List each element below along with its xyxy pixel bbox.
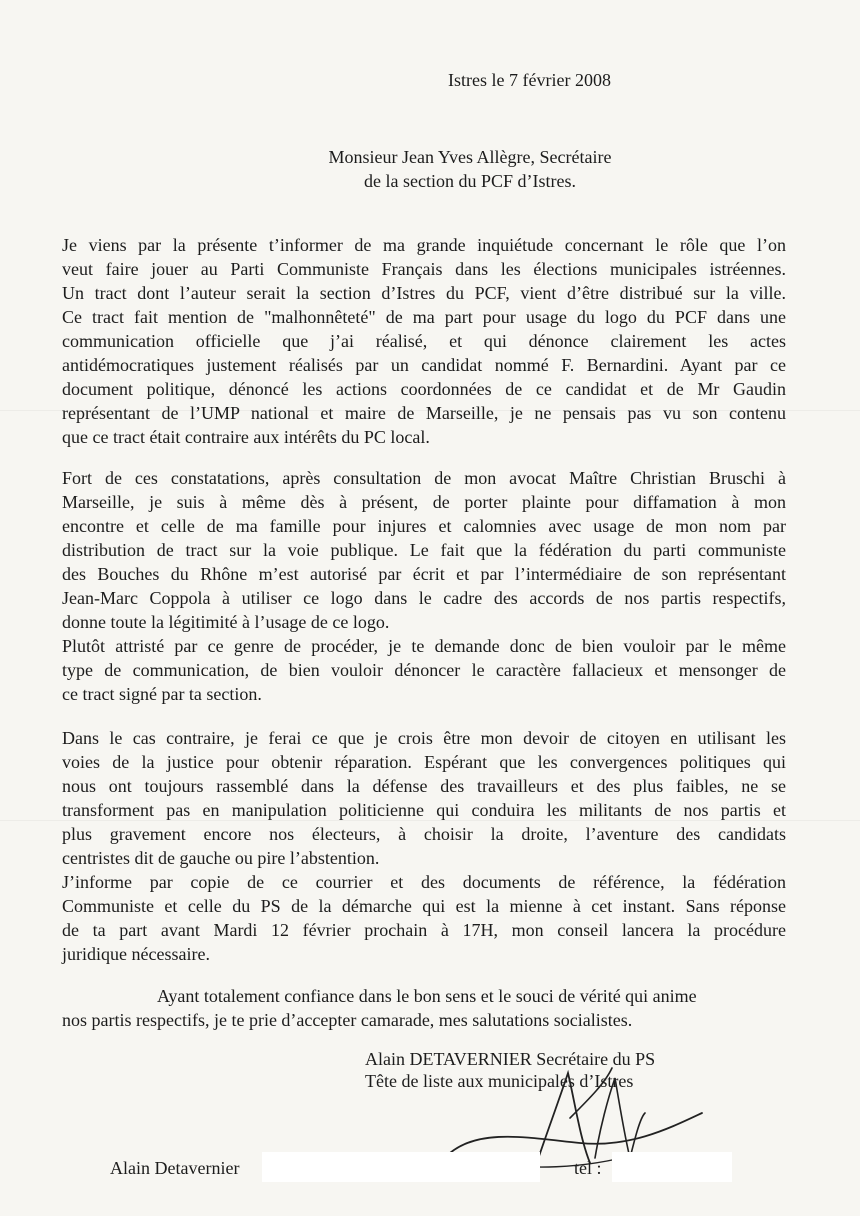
text-line: centristes dit de gauche ou pire l’abstention. [62, 848, 380, 868]
text-line: nous ont toujours rassemblé dans la défense des travailleurs et des plus faibles, ne se [62, 776, 786, 796]
text-line: juridique nécessaire. [62, 944, 210, 964]
text-line: transforment pas en manipulation politicienne qui conduira les militants de nos partis et [62, 800, 786, 820]
paragraph-3 [62, 726, 786, 966]
letter-date: Istres le 7 février 2008 [448, 70, 611, 90]
text-line: Je viens par la présente t’informer de ma grande inquiétude concernant le rôle que l’on [62, 235, 786, 255]
signer-role: Tête de liste aux municipales d’Istres [365, 1071, 634, 1091]
text-line: type de communication, de bien vouloir dénoncer le caractère fallacieux et mensonger de [62, 660, 786, 680]
text-line: plus gravement encore nos électeurs, à choisir la droite, l’aventure des candidats [62, 824, 786, 844]
paragraph-1 [62, 233, 786, 449]
text-line: voies de la justice pour obtenir réparation. Espérant que les convergences politiques qui [62, 752, 786, 772]
text-line: Plutôt attristé par ce genre de procéder, je te demande donc de bien vouloir par le même [62, 636, 786, 656]
text-line: Fort de ces constatations, après consultation de mon avocat Maître Christian Bruschi à [62, 468, 786, 488]
text-line: représentant de l’UMP national et maire de Marseille, je ne pensais pas vu son contenu [62, 403, 786, 423]
text-line: donne toute la légitimité à l’usage de ce logo. [62, 612, 390, 632]
text-line: Jean-Marc Coppola à utiliser ce logo dans le cadre des accords de nos partis respectifs, [62, 588, 786, 608]
recipient-line: de la section du PCF d’Istres. [364, 171, 576, 191]
text-line: des Bouches du Rhône m’est autorisé par écrit et par l’intermédiaire de son représentant [62, 564, 786, 584]
closing-paragraph [62, 984, 786, 1032]
text-line: distribution de tract sur la voie publique. Le fait que la fédération du parti communiste [62, 540, 786, 560]
text-line: document politique, dénoncé les actions coordonnées de ce candidat et de Mr Gaudin [62, 379, 786, 399]
text-line: que ce tract était contraire aux intérêts du PC local. [62, 427, 430, 447]
redacted-phone [612, 1152, 732, 1182]
text-line: Ce tract fait mention de "malhonnêteté" de ma part pour usage du logo du PCF dans une [62, 307, 786, 327]
text-line: encontre et celle de ma famille pour injures et calomnies avec usage de mon nom par [62, 516, 786, 536]
footer-name: Alain Detavernier [110, 1158, 240, 1178]
paragraph-2 [62, 466, 786, 706]
text-line: Communiste et celle du PS de la démarche qui est la mienne à cet instant. Sans réponse [62, 896, 786, 916]
signer-name-title: Alain DETAVERNIER Secrétaire du PS [365, 1049, 656, 1069]
recipient-address [305, 145, 635, 193]
text-line: nos partis respectifs, je te prie d’accepter camarade, mes salutations socialistes. [62, 1010, 633, 1030]
redacted-address [262, 1152, 540, 1182]
text-line: Marseille, je suis à même dès à présent, de porter plainte pour diffamation à mon [62, 492, 786, 512]
text-line: Un tract dont l’auteur serait la section d’Istres du PCF, vient d’être distribué sur la ville. [62, 283, 786, 303]
text-line: Ayant totalement confiance dans le bon sens et le souci de vérité qui anime [157, 986, 697, 1006]
text-line: veut faire jouer au Parti Communiste Français dans les élections municipales istréennes. [62, 259, 786, 279]
text-line: communication officielle que j’ai réalisé, et qui dénonce clairement les actes [62, 331, 786, 351]
text-line: de ta part avant Mardi 12 février prochain à 17H, mon conseil lancera la procédure [62, 920, 786, 940]
text-line: ce tract signé par ta section. [62, 684, 262, 704]
text-line: J’informe par copie de ce courrier et des documents de référence, la fédération [62, 872, 786, 892]
text-line: Dans le cas contraire, je ferai ce que je crois être mon devoir de citoyen en utilisant les [62, 728, 786, 748]
footer-tel-label: tel : [574, 1158, 602, 1178]
recipient-line: Monsieur Jean Yves Allègre, Secrétaire [328, 147, 612, 167]
text-line: antidémocratiques justement réalisés par un candidat nommé F. Bernardini. Ayant par ce [62, 355, 786, 375]
